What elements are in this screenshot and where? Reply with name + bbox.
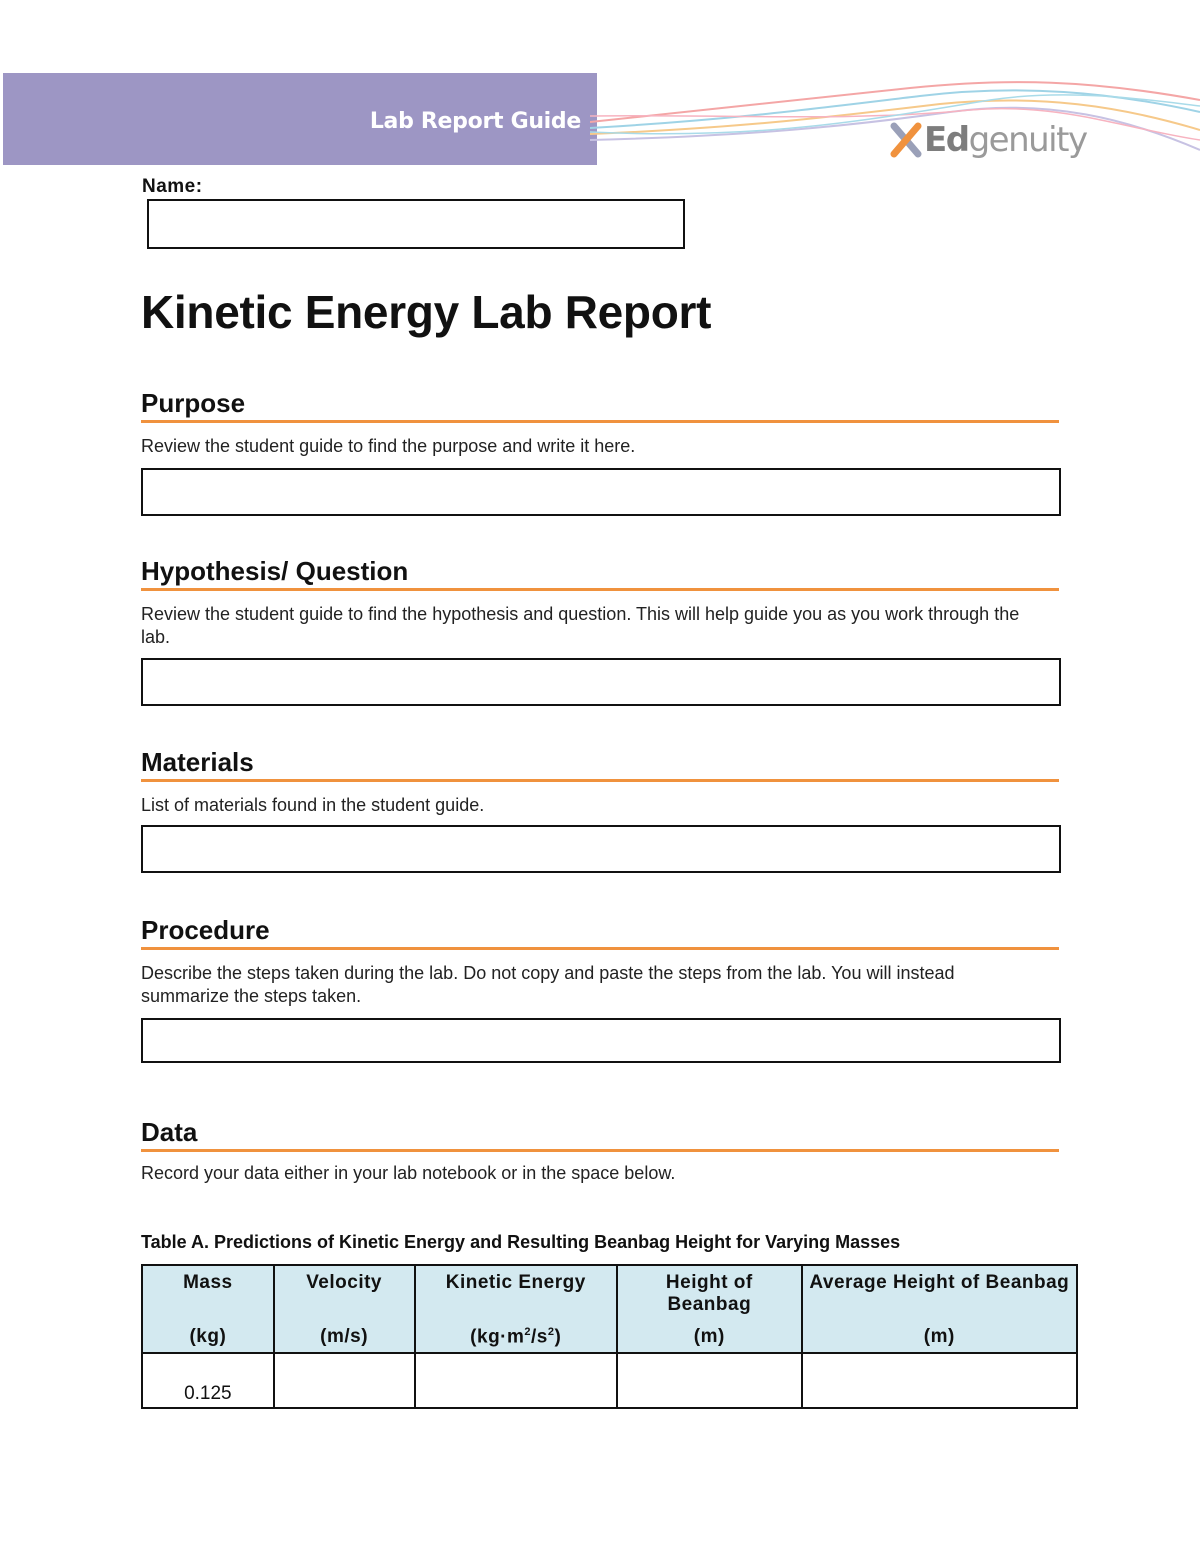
unit-superscript: 2	[547, 1325, 555, 1338]
col-label: Kinetic Energy	[445, 1272, 586, 1293]
col-label: Height of Beanbag	[665, 1272, 753, 1315]
col-label: Mass	[183, 1272, 233, 1293]
hypothesis-input[interactable]	[141, 658, 1061, 706]
table-cell-kinetic-energy[interactable]	[415, 1353, 618, 1408]
banner-title: Lab Report Guide	[369, 109, 581, 134]
header-banner	[3, 73, 597, 165]
col-unit: (kg)	[189, 1326, 227, 1347]
table-row	[142, 1353, 1077, 1408]
purpose-input[interactable]	[141, 468, 1061, 516]
name-input[interactable]	[147, 199, 685, 249]
table-cell-average-height[interactable]	[802, 1353, 1077, 1408]
name-label: Name:	[142, 176, 203, 197]
unit-superscript: 2	[524, 1325, 532, 1338]
unit-suffix: )	[554, 1326, 562, 1347]
data-heading: Data	[141, 1117, 1059, 1152]
purpose-heading: Purpose	[141, 388, 1059, 423]
col-header-velocity	[274, 1265, 415, 1353]
materials-instructions: List of materials found in the student guide.	[141, 795, 485, 815]
data-table	[141, 1264, 1078, 1409]
col-unit: (m)	[923, 1326, 955, 1347]
hypothesis-heading: Hypothesis/ Question	[141, 556, 1059, 591]
logo-text	[924, 120, 1087, 160]
col-label: Average Height of Beanbag	[809, 1272, 1070, 1293]
unit-prefix: (kg·m	[470, 1326, 525, 1347]
logo-text-ed: Ed	[924, 120, 969, 160]
col-unit: (m/s)	[320, 1326, 369, 1347]
unit-mid: /s	[531, 1326, 548, 1347]
table-cell-height[interactable]	[617, 1353, 802, 1408]
edgenuity-logo	[890, 120, 1087, 160]
table-cell-velocity[interactable]	[274, 1353, 415, 1408]
purpose-instructions: Review the student guide to find the purpose and write it here.	[141, 436, 636, 456]
logo-text-rest: genuity	[968, 120, 1087, 160]
col-header-height	[617, 1265, 802, 1353]
page-title: Kinetic Energy Lab Report	[141, 286, 712, 338]
col-header-mass	[142, 1265, 274, 1353]
materials-heading: Materials	[141, 747, 1059, 782]
procedure-input[interactable]	[141, 1018, 1061, 1063]
col-label: Velocity	[306, 1272, 383, 1293]
procedure-instructions: Describe the steps taken during the lab. Do not copy and paste the steps from the lab. You will instead summarize the steps taken.	[141, 963, 955, 1006]
col-unit: (m)	[693, 1326, 725, 1347]
col-header-kinetic-energy	[415, 1265, 618, 1353]
data-instructions: Record your data either in your lab notebook or in the space below.	[141, 1163, 676, 1183]
table-cell-mass: 0.125	[142, 1353, 274, 1408]
edgenuity-x-icon	[890, 122, 922, 158]
hypothesis-instructions: Review the student guide to find the hypothesis and question. This will help guide you as you work through the lab.	[141, 604, 1020, 647]
procedure-heading: Procedure	[141, 915, 1059, 950]
table-caption: Table A. Predictions of Kinetic Energy and Resulting Beanbag Height for Varying Masses	[141, 1232, 901, 1252]
col-header-average-height	[802, 1265, 1077, 1353]
table-header-row	[142, 1265, 1077, 1353]
materials-input[interactable]	[141, 825, 1061, 873]
col-unit	[416, 1326, 617, 1348]
